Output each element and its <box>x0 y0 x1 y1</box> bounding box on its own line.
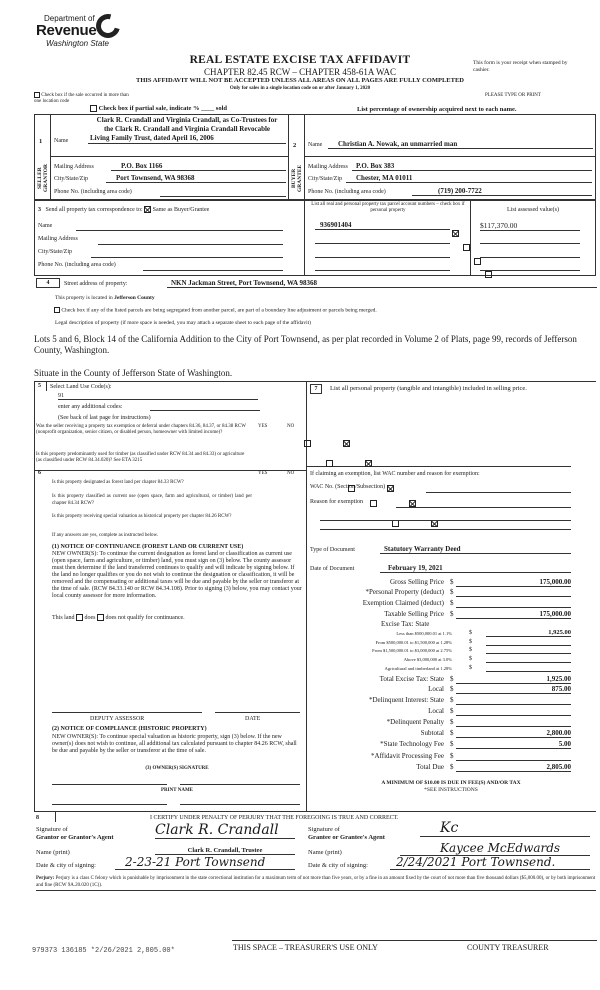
buyer-mailing-label: Mailing Address <box>308 164 348 170</box>
assessed-value-field[interactable]: $117,370.00 <box>480 221 580 231</box>
partial-sale-row <box>90 105 227 112</box>
assessed-value-field[interactable] <box>480 250 580 258</box>
reason-field-2[interactable] <box>320 513 571 521</box>
divider <box>50 114 51 200</box>
corr-phone-label: Phone No. (including area code) <box>38 262 116 268</box>
please-type: PLEASE TYPE OR PRINT <box>485 93 541 98</box>
section-1-number: 1 <box>39 138 43 145</box>
delinquent-interest-state-field[interactable] <box>456 696 571 705</box>
grantor-sig-label <box>36 826 114 842</box>
owner-signature-label: (3) OWNER(S) SIGNATURE <box>145 766 209 771</box>
total-excise-state-label: Total Excise Tax: State <box>379 675 444 683</box>
grantor-signature-field[interactable]: Clark R. Crandall <box>155 822 295 839</box>
land-use-label: Select Land Use Code(s): <box>50 384 112 390</box>
same-as-buyer-checkbox[interactable] <box>144 206 151 213</box>
seller-name-field[interactable] <box>88 116 286 144</box>
logo-revenue: Revenue <box>36 22 97 39</box>
does-label: does <box>84 614 96 621</box>
personal-property-checkbox[interactable] <box>452 230 459 237</box>
total-excise-local-field[interactable]: 875.00 <box>456 685 571 694</box>
reason-label: Reason for exemption <box>310 499 363 505</box>
notice2-title: (2) NOTICE OF COMPLIANCE (HISTORIC PROPERTY) <box>52 726 207 732</box>
bracket-label: Less than $500,000.01 at 1.1% <box>396 631 452 636</box>
seller-phone-label: Phone No. (including area code) <box>54 189 132 195</box>
street-label: Street address of property: <box>64 281 128 287</box>
exemption-deduct-label: Exemption Claimed (deduct) <box>362 599 444 607</box>
currency: $ <box>450 599 454 607</box>
multi-location-label: Check box if the sale occurred in more than one location code <box>34 93 129 105</box>
divider <box>304 156 596 157</box>
bracket-label: Above $3,000,000 at 3.0% <box>403 657 452 662</box>
subtotal-field[interactable]: 2,800.00 <box>456 729 571 738</box>
partial-sale-checkbox[interactable] <box>90 105 97 112</box>
assessed-value-field[interactable] <box>480 263 580 271</box>
logo-state: Washington State <box>46 39 110 48</box>
section-2-number: 2 <box>293 142 297 149</box>
ownership-note: List percentage of ownership acquired next to each name. <box>357 106 517 113</box>
date-line <box>215 712 300 713</box>
logo-dept: Department of <box>44 14 95 23</box>
land-use-instructions: (See back of last page for instructions) <box>58 415 151 421</box>
bracket-field[interactable]: 1,925.00 <box>486 629 571 637</box>
currency: $ <box>469 630 472 636</box>
form-title: REAL ESTATE EXCISE TAX AFFIDAVIT <box>189 54 411 66</box>
taxable-price-field[interactable]: 175,000.00 <box>456 610 571 619</box>
form-note: Only for sales in a single location code on or after January 1, 2020 <box>229 86 371 91</box>
doc-date-label: Date of Document <box>310 566 355 572</box>
correspondence-row <box>38 206 209 213</box>
section-5-number: 5 <box>38 383 41 389</box>
s6-question-3: Is this property receiving special valuation as historical property per chapter 84.26 RCW? <box>52 514 232 519</box>
does-not-qualify-checkbox[interactable] <box>97 614 104 621</box>
seller-side-label: SELLER GRANTOR <box>37 164 49 193</box>
divider <box>288 114 289 200</box>
cashier-stamp: 979373 136185 *2/26/2021 2,805.00* <box>32 947 175 955</box>
notice2-body: NEW OWNER(S): To continue special valuation as historic property, sign (3) below. If the new owner(s) does not wish to continue, all additional tax calculated pursuant to chapter 84.26 RCW, shall be due and payable by the seller or transferor at the time of sale. <box>52 734 297 754</box>
grantor-date-city-field[interactable]: 2-23-21 Port Townsend <box>115 855 295 870</box>
form-warning: THIS AFFIDAVIT WILL NOT BE ACCEPTED UNLESS ALL AREAS ON ALL PAGES ARE FULLY COMPLETED <box>136 77 464 84</box>
buyer-city-field[interactable]: Chester, MA 01011 <box>346 174 592 183</box>
yes-header: YES <box>258 471 268 476</box>
segregated-checkbox[interactable] <box>54 307 60 313</box>
s6-question-1: Is this property designated as forest land per chapter 84.33 RCW? <box>52 480 184 485</box>
date-label: DATE <box>245 716 261 722</box>
situate-text: Situate in the County of Jefferson State of Washington. <box>34 368 233 378</box>
yes-header: YES <box>258 424 268 429</box>
seller-mailing-label: Mailing Address <box>54 164 94 170</box>
buyer-phone-label: Phone No. (including area code) <box>308 189 386 195</box>
seller-city-label: City/State/Zip <box>54 176 88 182</box>
print-name-line[interactable] <box>52 804 167 805</box>
currency: $ <box>450 729 454 737</box>
corr-phone-field[interactable] <box>143 263 283 271</box>
s6-q1-no-checkbox[interactable] <box>387 485 394 492</box>
correspondence-label: Send all property tax correspondence to: <box>45 206 143 213</box>
seller-name-label: Name <box>54 138 69 144</box>
divider <box>34 381 596 382</box>
logo-mark-icon <box>92 10 125 43</box>
total-due-field[interactable]: 2,805.00 <box>456 763 571 772</box>
currency: $ <box>450 707 454 715</box>
currency: $ <box>469 665 472 671</box>
seller-mailing-field[interactable]: P.O. Box 1166 <box>111 162 286 171</box>
currency: $ <box>469 647 472 653</box>
bracket-label: From $500,000.01 to $1,500,000 at 1.28% <box>375 640 452 645</box>
currency: $ <box>450 578 454 586</box>
section-7-number: 7 <box>310 384 322 394</box>
assessed-header: List assessed value(s) <box>507 207 559 213</box>
delinquent-interest-local-label: Local <box>428 707 444 715</box>
s5-q1-yes-checkbox[interactable] <box>304 440 311 447</box>
currency: $ <box>450 740 454 748</box>
seller-name-line: Clark R. Crandall and Virginia Crandall, as Co-Trustees for <box>96 116 278 124</box>
technology-fee-field[interactable]: 5.00 <box>456 740 571 749</box>
multi-location-checkbox[interactable] <box>34 92 40 98</box>
grantee-date-city-field[interactable]: 2/24/2021 Port Townsend. <box>390 855 590 870</box>
currency: $ <box>450 685 454 693</box>
parcel-number-field[interactable] <box>315 263 450 271</box>
buyer-phone-field[interactable]: (719) 200-7722 <box>412 187 592 196</box>
divider <box>306 466 571 467</box>
corr-city-label: City/State/Zip <box>38 249 72 255</box>
form-chapter: CHAPTER 82.45 RCW – CHAPTER 458-61A WAC <box>204 67 396 77</box>
no-header: NO <box>287 424 295 429</box>
grantor-name-field[interactable]: Clark R. Crandall, Trustee <box>155 847 295 855</box>
s5-q1-no-checkbox[interactable] <box>343 440 350 447</box>
certify-statement: I CERTIFY UNDER PENALTY OF PERJURY THAT THE FOREGOING IS TRUE AND CORRECT. <box>150 815 399 821</box>
county-value: Jefferson County <box>114 295 155 301</box>
corr-city-field[interactable] <box>91 250 283 258</box>
perjury-text: Perjury is a class C felony which is punishable by imprisonment in the state correctional institution for a maximum term of not more than five years, or by a fine in an amount fixed by the court of not more than five thousand dollars ($5,000.00), or by both imprisonment and fine (RCW 9A.20.020 (1C)). <box>36 876 596 888</box>
currency: $ <box>469 656 472 662</box>
land-use-code-field[interactable]: 91 <box>58 393 258 400</box>
doc-type-label: Type of Document <box>310 547 355 553</box>
total-excise-local-label: Local <box>428 685 444 693</box>
s6-question-2: Is this property classified as current use (open space, farm and agricultural, or timber) land per chapter 84.34 RCW? <box>52 494 252 506</box>
currency: $ <box>450 610 454 618</box>
personal-property-checkbox[interactable] <box>463 244 470 251</box>
owner-signature-line[interactable] <box>180 784 300 785</box>
corr-mailing-label: Mailing Address <box>38 236 78 242</box>
print-name-label: PRINT NAME <box>161 788 193 793</box>
minimum-note: A MINIMUM OF $10.00 IS DUE IN FEE(S) AND/OR TAX <box>381 780 521 786</box>
personal-property-deduct-label: *Personal Property (deduct) <box>365 588 444 596</box>
bracket-field[interactable] <box>486 638 571 646</box>
grantor-sig-label-2: Grantor or Grantor's Agent <box>36 834 114 841</box>
currency: $ <box>450 588 454 596</box>
divider <box>34 381 35 811</box>
personal-property-checkbox[interactable] <box>485 271 492 278</box>
buyer-side-label: BUYER GRANTEE <box>291 164 303 192</box>
total-due-label: Total Due <box>416 763 444 771</box>
grantee-date-label: Date & city of signing: <box>308 862 368 869</box>
grantee-sig-label-1: Signature of <box>308 826 340 833</box>
s5-question-1: Was the seller receiving a property tax exemption or deferral under chapters 84.36, 84.37, or 84.38 RCW (nonprofit organization, senior citizen, or disabled person, homeowner with limited income)? <box>36 424 246 435</box>
street-address-field[interactable]: NKN Jackman Street, Port Townsend, WA 98368 <box>167 279 597 288</box>
bracket-label: From $1,500,000.01 to $3,000,000 at 2.75% <box>372 648 452 653</box>
gross-price-field[interactable]: 175,000.00 <box>456 578 571 587</box>
grantee-name-field[interactable]: Kaycee McEdwards <box>400 841 590 856</box>
taxable-price-label: Taxable Selling Price <box>384 610 444 618</box>
personal-property-deduct-field[interactable] <box>456 588 571 597</box>
wac-label: WAC No. (Section/Subsection) <box>310 484 386 490</box>
currency: $ <box>450 752 454 760</box>
currency: $ <box>450 675 454 683</box>
buyer-name-field[interactable]: Christian A. Nowak, an unmarried man <box>328 140 593 149</box>
land-qualify-prefix: This land <box>52 614 75 621</box>
corr-name-field[interactable] <box>76 223 283 231</box>
grantor-sig-label-1: Signature of <box>36 826 68 833</box>
s5-question-2: Is this property predominantly used for timber (as classified under RCW 84.34 and 84.33) or agriculture (as classified under RCW 84.34.020)? See ETA 3215 <box>36 452 245 463</box>
multi-location-row <box>34 92 129 105</box>
does-not-label: does not qualify for continuance. <box>105 614 185 621</box>
no-header: NO <box>287 471 295 476</box>
corr-name-label: Name <box>38 223 53 229</box>
technology-fee-label: *State Technology Fee <box>380 740 444 748</box>
delinquent-interest-state-label: *Delinquent Interest: State <box>368 696 444 704</box>
section-3-number: 3 <box>38 206 41 213</box>
notice1-title: (1) NOTICE OF CONTINUANCE (FOREST LAND OR CURRENT USE) <box>52 544 244 550</box>
bracket-field[interactable] <box>486 655 571 663</box>
county-treasurer-label: COUNTY TREASURER <box>467 943 549 952</box>
county-text: This property is located in <box>55 295 113 301</box>
seller-phone-field[interactable] <box>160 189 286 197</box>
s5-q2-yes-checkbox[interactable] <box>326 460 333 467</box>
currency: $ <box>450 718 454 726</box>
delinquent-penalty-field[interactable] <box>456 718 571 727</box>
currency: $ <box>469 639 472 645</box>
assessed-value-field[interactable] <box>480 236 580 244</box>
print-name-line[interactable] <box>180 804 300 805</box>
exemption-label: If claiming an exemption, list WAC number and reason for exemption: <box>310 471 480 477</box>
legal-description: Lots 5 and 6, Block 14 of the California Addition to the City of Port Townsend, as per plat recorded in Volume 2 of Plats, page 99, records of Jefferson County, Washington. <box>34 334 577 355</box>
bracket-label: Agricultural and timberland at 1.28% <box>384 666 452 671</box>
additional-codes-field[interactable] <box>150 404 260 411</box>
delinquent-penalty-label: *Delinquent Penalty <box>386 718 444 726</box>
see-instructions: *SEE INSTRUCTIONS <box>424 787 478 793</box>
assessor-sig-line <box>52 712 202 713</box>
delinquent-interest-local-field[interactable] <box>456 707 571 716</box>
currency: $ <box>450 763 454 771</box>
grantor-name-label: Name (print) <box>36 849 70 856</box>
s6-q2-yes-checkbox[interactable] <box>370 500 377 507</box>
perjury-notice <box>36 875 596 891</box>
grantee-name-label: Name (print) <box>308 849 342 856</box>
grantor-date-label: Date & city of signing: <box>36 862 96 869</box>
same-as-buyer-label: Same as Buyer/Grantee <box>152 206 210 213</box>
section-8-number: 8 <box>36 815 39 821</box>
parcel-number-field[interactable] <box>315 236 450 244</box>
owner-signature-line[interactable] <box>52 784 167 785</box>
excise-state-label: Excise Tax: State <box>381 620 430 628</box>
parcel-number-field[interactable] <box>315 250 450 258</box>
additional-codes-label: enter any additional codes: <box>58 404 123 410</box>
doc-date-field[interactable]: February 19, 2021 <box>380 564 571 573</box>
continuance-row <box>52 614 185 621</box>
does-qualify-checkbox[interactable] <box>76 614 83 621</box>
legal-label: Legal description of property (if more space is needed, you may attach a separate sheet to each page of the affidavit) <box>55 320 311 326</box>
divider <box>46 382 47 391</box>
divider <box>34 811 596 812</box>
s5-q2-no-checkbox[interactable] <box>365 460 372 467</box>
segregated-label: Check box if any of the listed parcels are being segregated from another parcel, are part of a boundary line adjustment or parcels being merged. <box>61 307 377 314</box>
section-6-number: 6 <box>38 470 41 476</box>
county-line <box>55 295 155 301</box>
doc-type-field[interactable]: Statutory Warranty Deed <box>380 545 571 554</box>
grantee-signature-field[interactable]: Kc <box>420 820 590 837</box>
if-yes-note: If any answers are yes, complete as instructed below. <box>52 533 159 538</box>
section-4-number: 4 <box>36 278 60 288</box>
seller-city-field[interactable]: Port Townsend, WA 98368 <box>106 174 286 183</box>
processing-fee-label: *Affidavit Processing Fee <box>371 752 444 760</box>
notice1-body: NEW OWNER(S): To continue the current designation as forest land or classification as current use (open space, farm and agriculture, or timber) land, you must sign on (3) below. The county assessor must then determine if the land transferred continues to qualify and will indicate by signing below. If the land no longer qualifies or you do not wish to continue the designation or classification, it will be removed and the compensating or additional taxes will be due and payable by the seller or transferor at the time of sale. (RCW 84.33.140 or RCW 84.34.108). Prior to signing (3) below, you may contact your local county assessor for more information. <box>52 551 302 599</box>
divider <box>50 156 288 157</box>
divider <box>55 812 56 822</box>
bracket-field[interactable] <box>486 646 571 654</box>
partial-sale-label: Check box if partial sale, indicate % ____ sold <box>98 105 228 112</box>
divider <box>304 114 305 200</box>
seller-name-line: the Clark R. Crandall and Virginia Crandall Revocable <box>103 125 271 133</box>
currency: $ <box>450 696 454 704</box>
seller-name-line: Living Family Trust, dated April 16, 2006 <box>88 134 286 144</box>
corr-mailing-field[interactable] <box>98 237 283 245</box>
divider <box>232 940 597 941</box>
wac-field[interactable] <box>426 485 571 493</box>
receipt-note: This form is your receipt when stamped by cashier. <box>473 60 568 73</box>
buyer-mailing-field[interactable]: P.O. Box 383 <box>352 162 592 171</box>
buyer-name-label: Name <box>308 142 323 148</box>
exemption-deduct-field[interactable] <box>456 599 571 608</box>
personal-property-label: List all personal property (tangible and intangible) included in selling price. <box>330 385 527 392</box>
bracket-field[interactable] <box>486 664 571 672</box>
dor-logo <box>30 12 125 52</box>
grantee-sig-label <box>308 826 385 842</box>
gross-price-label: Gross Selling Price <box>389 578 444 586</box>
reason-field-3[interactable] <box>320 522 571 530</box>
deputy-assessor-label: DEPUTY ASSESSOR <box>90 716 145 722</box>
divider <box>304 200 305 276</box>
segregated-row <box>54 307 377 313</box>
reason-field[interactable] <box>396 500 571 508</box>
buyer-city-label: City/State/Zip <box>308 176 342 182</box>
perjury-label: Perjury: <box>36 876 55 881</box>
parcel-number-field[interactable]: 936901404 <box>315 221 450 230</box>
subtotal-label: Subtotal <box>420 729 444 737</box>
grantee-sig-label-2: Grantee or Grantee's Agent <box>308 834 385 841</box>
processing-fee-field[interactable] <box>456 752 571 761</box>
total-excise-state-field[interactable]: 1,925.00 <box>456 675 571 684</box>
treasurer-use-label: THIS SPACE – TREASURER'S USE ONLY <box>233 943 378 952</box>
parcel-header: List all real and personal property tax parcel account numbers – check box if personal property <box>311 202 465 213</box>
